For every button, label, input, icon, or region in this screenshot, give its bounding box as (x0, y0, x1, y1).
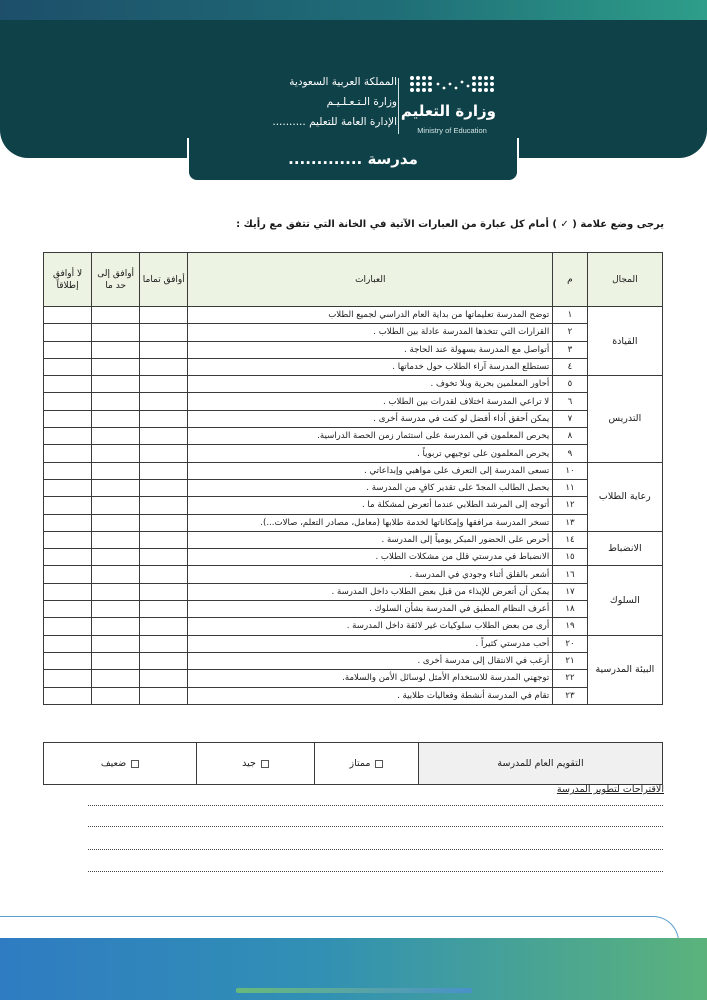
row-number: ١ (553, 307, 588, 324)
statement-text: أحب مدرستي كثيراً . (188, 635, 553, 652)
logo-arabic-text: وزارة التعليم (400, 102, 496, 120)
checkbox-icon[interactable] (261, 760, 269, 768)
ministry-label: وزارة الـتـعـلـيـم (326, 96, 397, 108)
disagree-cell[interactable] (44, 376, 92, 393)
table-row (44, 549, 663, 566)
domain-cell: التدريس (587, 376, 662, 462)
agree-full-cell[interactable] (140, 307, 188, 324)
agree-partial-cell[interactable] (92, 601, 140, 618)
statement-text: أرى من بعض الطلاب سلوكيات غير لائقة داخل المدرسة . (188, 618, 553, 635)
agree-partial-cell[interactable] (92, 618, 140, 635)
domain-cell: رعاية الطلاب (587, 462, 662, 531)
disagree-cell[interactable] (44, 583, 92, 600)
school-name-tab (187, 138, 519, 182)
agree-full-cell[interactable] (140, 514, 188, 531)
agree-partial-cell[interactable] (92, 324, 140, 341)
statement-text: أرغب في الانتقال إلى مدرسة أخرى . (188, 652, 553, 669)
table-row (44, 341, 663, 358)
disagree-cell[interactable] (44, 479, 92, 496)
agree-full-cell[interactable] (140, 670, 188, 687)
suggestion-line[interactable] (88, 826, 663, 827)
statement-text: تسعى المدرسة إلى التعرف على مواهبي وإبداعاتي . (188, 462, 553, 479)
disagree-cell[interactable] (44, 531, 92, 548)
statement-text: يحصل الطالب المجدّ على تقدير كافٍ من المدرسة . (188, 479, 553, 496)
option-good-label: جيد (242, 758, 256, 769)
checkbox-icon[interactable] (131, 760, 139, 768)
statement-text: أحرص على الحضور المبكر يومياً إلى المدرسة . (188, 531, 553, 548)
kingdom-label: المملكة العربية السعودية (289, 76, 397, 88)
overall-evaluation (43, 742, 663, 785)
footer-accent-bar (236, 988, 472, 993)
header-agree-full: أوافق تماما (140, 253, 188, 307)
row-number: ١٧ (553, 583, 588, 600)
agree-full-cell[interactable] (140, 549, 188, 566)
statement-text: توضح المدرسة تعليماتها من بداية العام الدراسي لجميع الطلاب (188, 307, 553, 324)
school-name: مدرسة ............. (288, 150, 418, 168)
table-row (44, 410, 663, 427)
agree-partial-cell[interactable] (92, 376, 140, 393)
disagree-cell[interactable] (44, 687, 92, 704)
evaluation-label (418, 743, 662, 784)
agree-partial-cell[interactable] (92, 479, 140, 496)
table-row (44, 514, 663, 531)
survey-body (44, 307, 663, 705)
table-row (44, 376, 663, 393)
table-row (44, 324, 663, 341)
table-row (44, 635, 663, 652)
agree-partial-cell[interactable] (92, 566, 140, 583)
agree-partial-cell[interactable] (92, 462, 140, 479)
instruction-text: يرجى وضع علامة ( ✓ ) أمام كل عبارة من العبارات الآتية في الخانة التي تتفق مع رأيك : (236, 219, 664, 230)
table-row (44, 566, 663, 583)
suggestions-title: الاقتراحات لتطوير المدرسة (556, 784, 664, 795)
agree-full-cell[interactable] (140, 393, 188, 410)
statement-text: لا تراعي المدرسة اختلاف لقدرات بين الطلاب . (188, 393, 553, 410)
table-header-row (44, 253, 663, 307)
disagree-cell[interactable] (44, 618, 92, 635)
row-number: ١٣ (553, 514, 588, 531)
row-number: ٧ (553, 410, 588, 427)
agree-full-cell[interactable] (140, 445, 188, 462)
row-number: ٨ (553, 428, 588, 445)
table-row (44, 307, 663, 324)
domain-cell: القيادة (587, 307, 662, 376)
option-weak-label: ضعيف (100, 758, 127, 769)
agree-partial-cell[interactable] (92, 307, 140, 324)
row-number: ٤ (553, 358, 588, 375)
statement-text: الانضباط في مدرستي قلل من مشكلات الطلاب . (188, 549, 553, 566)
agree-partial-cell[interactable] (92, 341, 140, 358)
statement-text: تقام في المدرسة أنشطة وفعاليات طلابية . (188, 687, 553, 704)
row-number: ٢١ (553, 652, 588, 669)
agree-partial-cell[interactable] (92, 531, 140, 548)
table-row (44, 618, 663, 635)
agree-full-cell[interactable] (140, 583, 188, 600)
domain-cell: الانضباط (587, 531, 662, 566)
statement-text: توجهني المدرسة للاستخدام الأمثل لوسائل الأمن والسلامة. (188, 670, 553, 687)
statement-text: القرارات التي تتخذها المدرسة عادلة بين الطلاب . (188, 324, 553, 341)
agree-partial-cell[interactable] (92, 428, 140, 445)
option-excellent-label: ممتاز (349, 758, 371, 769)
disagree-cell[interactable] (44, 566, 92, 583)
disagree-cell[interactable] (44, 497, 92, 514)
evaluation-label-text: التقويم العام للمدرسة (497, 758, 584, 769)
row-number: ١٩ (553, 618, 588, 635)
header-statement: العبارات (188, 253, 553, 307)
disagree-cell[interactable] (44, 307, 92, 324)
option-weak[interactable] (44, 743, 196, 784)
table-row (44, 497, 663, 514)
statement-text: يمكن أحقق أداء أفضل لو كنت في مدرسة أخرى . (188, 410, 553, 427)
table-row (44, 687, 663, 704)
ministry-logo (400, 74, 498, 140)
disagree-cell[interactable] (44, 635, 92, 652)
disagree-cell[interactable] (44, 652, 92, 669)
agree-partial-cell[interactable] (92, 583, 140, 600)
agree-full-cell[interactable] (140, 462, 188, 479)
table-row (44, 531, 663, 548)
statement-text: أشعر بالقلق أثناء وجودي في المدرسة . (188, 566, 553, 583)
disagree-cell[interactable] (44, 445, 92, 462)
agree-full-cell[interactable] (140, 652, 188, 669)
row-number: ٩ (553, 445, 588, 462)
disagree-cell[interactable] (44, 341, 92, 358)
table-row (44, 462, 663, 479)
statement-text: تسخر المدرسة مرافقها وإمكاناتها لخدمة طلابها (معامل، مصادر التعلم، صالات...). (188, 514, 553, 531)
row-number: ٢٠ (553, 635, 588, 652)
government-lines (272, 72, 397, 132)
agree-partial-cell[interactable] (92, 393, 140, 410)
agree-full-cell[interactable] (140, 428, 188, 445)
statement-text: يحرص المعلمون في المدرسة على استثمار زمن الحصة الدراسية. (188, 428, 553, 445)
disagree-cell[interactable] (44, 410, 92, 427)
disagree-cell[interactable] (44, 358, 92, 375)
agree-full-cell[interactable] (140, 479, 188, 496)
row-number: ١٢ (553, 497, 588, 514)
agree-full-cell[interactable] (140, 376, 188, 393)
agree-full-cell[interactable] (140, 618, 188, 635)
table-row (44, 652, 663, 669)
agree-full-cell[interactable] (140, 324, 188, 341)
row-number: ١٦ (553, 566, 588, 583)
table-row (44, 445, 663, 462)
row-number: ٣ (553, 341, 588, 358)
disagree-cell[interactable] (44, 393, 92, 410)
agree-partial-cell[interactable] (92, 670, 140, 687)
row-number: ٥ (553, 376, 588, 393)
disagree-cell[interactable] (44, 428, 92, 445)
header-domain: المجال (587, 253, 662, 307)
suggestion-line[interactable] (88, 871, 663, 872)
statement-text: أحاور المعلمين بحرية وبلا تخوف . (188, 376, 553, 393)
row-number: ١٥ (553, 549, 588, 566)
statement-text: يمكن أن أتعرض للإيذاء من قبل بعض الطلاب داخل المدرسة . (188, 583, 553, 600)
logo-english-text: Ministry of Education (417, 126, 487, 135)
domain-cell: السلوك (587, 566, 662, 635)
agree-partial-cell[interactable] (92, 445, 140, 462)
logo-dots-icon (406, 74, 498, 100)
row-number: ٢٣ (553, 687, 588, 704)
agree-partial-cell[interactable] (92, 358, 140, 375)
row-number: ٢٢ (553, 670, 588, 687)
row-number: ١٠ (553, 462, 588, 479)
header-number: م (553, 253, 588, 307)
agree-full-cell[interactable] (140, 687, 188, 704)
table-row (44, 601, 663, 618)
statement-text: يحرص المعلمون على توجيهي تربوياً . (188, 445, 553, 462)
disagree-cell[interactable] (44, 670, 92, 687)
agree-full-cell[interactable] (140, 531, 188, 548)
disagree-cell[interactable] (44, 324, 92, 341)
agree-full-cell[interactable] (140, 497, 188, 514)
suggestion-line[interactable] (88, 849, 663, 850)
agree-partial-cell[interactable] (92, 514, 140, 531)
statement-text: أتوجه إلى المرشد الطلابي عندما أتعرض لمشكلة ما . (188, 497, 553, 514)
agree-full-cell[interactable] (140, 601, 188, 618)
agree-partial-cell[interactable] (92, 635, 140, 652)
agree-full-cell[interactable] (140, 566, 188, 583)
header-disagree: لا أوافق إطلاقاً (44, 253, 92, 307)
directorate-label: الإدارة العامة للتعليم .......... (272, 116, 397, 128)
statement-text: أتواصل مع المدرسة بسهولة عند الحاجة . (188, 341, 553, 358)
row-number: ٢ (553, 324, 588, 341)
logo-divider (398, 78, 399, 134)
header-agree-partial: أوافق إلى حد ما (92, 253, 140, 307)
agree-full-cell[interactable] (140, 358, 188, 375)
row-number: ١٨ (553, 601, 588, 618)
row-number: ١١ (553, 479, 588, 496)
row-number: ٦ (553, 393, 588, 410)
agree-partial-cell[interactable] (92, 652, 140, 669)
row-number: ١٤ (553, 531, 588, 548)
option-excellent[interactable] (314, 743, 418, 784)
disagree-cell[interactable] (44, 601, 92, 618)
table-row (44, 428, 663, 445)
disagree-cell[interactable] (44, 514, 92, 531)
domain-cell: البيئة المدرسية (587, 635, 662, 704)
table-row (44, 358, 663, 375)
agree-full-cell[interactable] (140, 635, 188, 652)
agree-partial-cell[interactable] (92, 687, 140, 704)
option-good[interactable] (196, 743, 314, 784)
agree-full-cell[interactable] (140, 410, 188, 427)
disagree-cell[interactable] (44, 549, 92, 566)
table-row (44, 479, 663, 496)
disagree-cell[interactable] (44, 462, 92, 479)
agree-partial-cell[interactable] (92, 497, 140, 514)
table-row (44, 583, 663, 600)
table-row (44, 393, 663, 410)
top-stripe (0, 0, 707, 20)
agree-partial-cell[interactable] (92, 410, 140, 427)
survey-table (43, 252, 663, 705)
checkbox-icon[interactable] (375, 760, 383, 768)
agree-full-cell[interactable] (140, 341, 188, 358)
statement-text: أعرف النظام المطبق في المدرسة بشأن السلوك . (188, 601, 553, 618)
table-row (44, 670, 663, 687)
agree-partial-cell[interactable] (92, 549, 140, 566)
statement-text: تستطلع المدرسة آراء الطلاب حول خدماتها . (188, 358, 553, 375)
suggestion-line[interactable] (88, 805, 663, 806)
